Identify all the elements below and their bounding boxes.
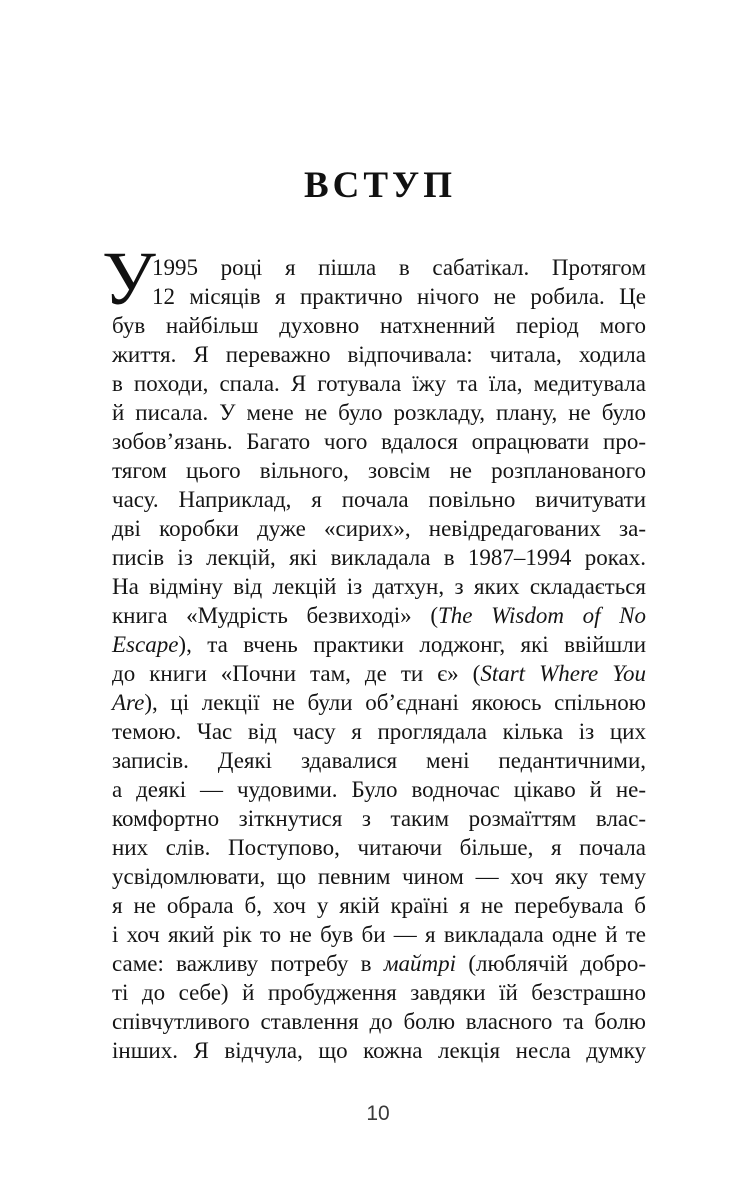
page-number: 10 [366, 1102, 390, 1125]
text-segment: життя. Я переважно відпочивала: читала, ходила [112, 342, 646, 367]
body-text [102, 237, 647, 1065]
text-line [112, 659, 646, 688]
text-segment: темою. Час від часу я проглядала кілька із цих [112, 719, 646, 744]
text-line [112, 514, 646, 543]
text-segment: зобов’язань. Багато чого вдалося опрацювати про- [112, 429, 646, 454]
text-segment: і хоч який рік то не був би — я викладала одне й те [112, 922, 646, 947]
text-segment: інших. Я відчула, що кожна лекція несла думку [112, 1038, 646, 1063]
text-segment: ), та вчень практики лоджонг, які ввійшли [178, 632, 646, 657]
text-segment: записів. Деякі здавалися мені педантичними, [112, 748, 646, 773]
text-segment: тягом цього вільного, зовсім не розпланованого [112, 458, 646, 483]
text-segment: часу. Наприклад, я почала повільно вичитувати [112, 487, 646, 512]
text-segment: був найбільш духовно натхненний період мого [112, 313, 646, 338]
text-line [112, 1007, 646, 1036]
text-segment: 1995 році я пішла в сабатікал. Протягом [152, 255, 646, 280]
text-line [112, 253, 646, 282]
text-segment: комфортно зіткнутися з таким розмаїттям влас- [112, 806, 646, 831]
text-line [112, 601, 646, 630]
text-segment: (люблячій добро- [456, 951, 646, 976]
text-segment: На відміну від лекцій із датхун, з яких складається [112, 574, 646, 599]
text-line [112, 949, 646, 978]
text-line [112, 572, 646, 601]
text-line [112, 543, 646, 572]
text-line [112, 862, 646, 891]
text-line [112, 688, 646, 717]
text-segment: в походи, спала. Я готувала їжу та їла, медитувала [112, 371, 646, 396]
text-segment: 12 місяців я практично нічого не робила. Це [152, 284, 646, 309]
text-line [112, 1036, 646, 1065]
italic-text-segment: Start Where You [480, 661, 646, 686]
text-line [112, 978, 646, 1007]
italic-text-segment: Are [112, 690, 145, 715]
text-line [112, 717, 646, 746]
text-segment: я не обрала б, хоч у якій країні я не перебувала б [112, 893, 646, 918]
text-line [112, 427, 646, 456]
italic-text-segment: Escape [112, 632, 179, 657]
text-line [112, 630, 646, 659]
text-segment: до книги «Почни там, де ти є» ( [112, 661, 481, 686]
chapter-title: ВСТУП [303, 164, 456, 206]
text-line [112, 456, 646, 485]
text-line [112, 775, 646, 804]
text-line [112, 485, 646, 514]
text-line [112, 311, 646, 340]
text-line [112, 398, 646, 427]
text-line [112, 833, 646, 862]
text-line [112, 282, 646, 311]
text-line [112, 804, 646, 833]
text-segment: писів із лекцій, які викладала в 1987–1994 роках. [112, 545, 646, 570]
text-line [112, 340, 646, 369]
text-segment: усвідомлювати, що певним чином — хоч яку тему [112, 864, 646, 889]
text-segment: дві коробки дуже «сирих», невідредагованих за- [112, 516, 646, 541]
text-segment: співчутливого ставлення до болю власного та болю [112, 1009, 646, 1034]
text-segment: них слів. Поступово, читаючи більше, я почала [112, 835, 646, 860]
text-segment: ті до себе) й пробудження завдяки їй безстрашно [112, 980, 646, 1005]
body-text-lines [112, 253, 646, 1065]
text-line [112, 746, 646, 775]
text-segment: книга «Мудрість безвиході» ( [112, 603, 438, 628]
text-segment: а деякі — чудовими. Було водночас цікаво й не- [112, 777, 646, 802]
italic-text-segment: майтрі [383, 951, 457, 976]
text-line [112, 920, 646, 949]
drop-cap: У [102, 237, 156, 321]
italic-text-segment: The Wisdom of No [438, 603, 647, 628]
text-segment: саме: важливу потребу в [112, 951, 384, 976]
text-segment: й писала. У мене не було розкладу, плану, не було [112, 400, 646, 425]
text-line [112, 891, 646, 920]
text-segment: ), ці лекції не були об’єднані якоюсь спільною [144, 690, 646, 715]
text-line [112, 369, 646, 398]
